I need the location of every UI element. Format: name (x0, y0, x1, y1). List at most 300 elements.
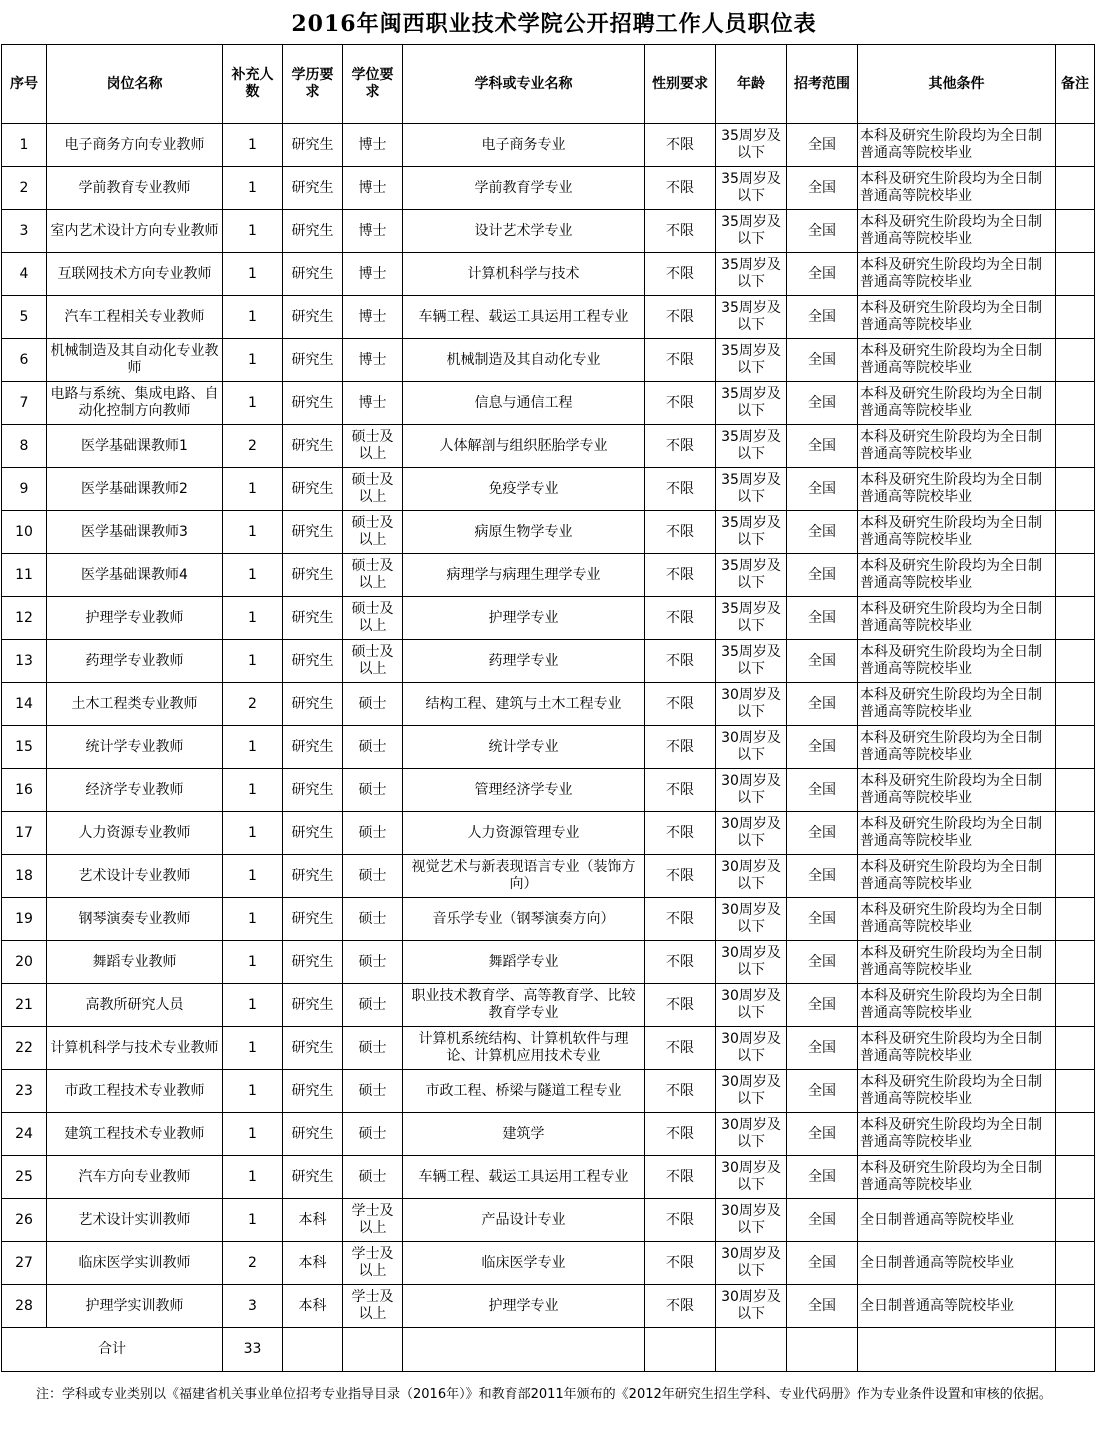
cell-major: 设计艺术学专业 (403, 210, 645, 253)
cell-major: 统计学专业 (403, 726, 645, 769)
cell-scope: 全国 (787, 597, 858, 640)
cell-count: 2 (223, 1242, 283, 1285)
cell-age: 30周岁及以下 (716, 1285, 787, 1328)
cell-position: 医学基础课教师1 (47, 425, 223, 468)
cell-age: 30周岁及以下 (716, 855, 787, 898)
cell-remark (1056, 640, 1095, 683)
cell-degree: 硕士 (343, 898, 403, 941)
cell-count: 1 (223, 124, 283, 167)
cell-position: 艺术设计实训教师 (47, 1199, 223, 1242)
cell-remark (1056, 382, 1095, 425)
cell-age: 35周岁及以下 (716, 382, 787, 425)
cell-gender: 不限 (645, 898, 716, 941)
header-cell: 学科或专业名称 (403, 45, 645, 124)
cell-education: 研究生 (283, 1027, 343, 1070)
cell-major: 产品设计专业 (403, 1199, 645, 1242)
cell-scope: 全国 (787, 1156, 858, 1199)
cell-position: 医学基础课教师4 (47, 554, 223, 597)
cell-other: 本科及研究生阶段均为全日制普通高等院校毕业 (858, 210, 1056, 253)
cell-degree: 学士及以上 (343, 1242, 403, 1285)
cell-position: 高教所研究人员 (47, 984, 223, 1027)
cell-scope: 全国 (787, 1242, 858, 1285)
cell-other: 本科及研究生阶段均为全日制普通高等院校毕业 (858, 726, 1056, 769)
cell-age: 35周岁及以下 (716, 210, 787, 253)
cell-major: 车辆工程、载运工具运用工程专业 (403, 296, 645, 339)
cell-other: 本科及研究生阶段均为全日制普通高等院校毕业 (858, 425, 1056, 468)
cell-index: 27 (2, 1242, 47, 1285)
cell-position: 土木工程类专业教师 (47, 683, 223, 726)
cell-gender: 不限 (645, 1070, 716, 1113)
cell-other: 全日制普通高等院校毕业 (858, 1199, 1056, 1242)
cell-major: 视觉艺术与新表现语言专业（装饰方向） (403, 855, 645, 898)
cell-count: 2 (223, 425, 283, 468)
cell-major: 学前教育学专业 (403, 167, 645, 210)
cell-index: 5 (2, 296, 47, 339)
cell-education: 本科 (283, 1199, 343, 1242)
table-cell (645, 1328, 716, 1372)
cell-remark (1056, 124, 1095, 167)
cell-major: 临床医学专业 (403, 1242, 645, 1285)
table-row (2, 1027, 1095, 1070)
table-row (2, 726, 1095, 769)
cell-count: 1 (223, 382, 283, 425)
cell-other: 本科及研究生阶段均为全日制普通高等院校毕业 (858, 468, 1056, 511)
cell-index: 3 (2, 210, 47, 253)
cell-gender: 不限 (645, 984, 716, 1027)
cell-major: 建筑学 (403, 1113, 645, 1156)
cell-remark (1056, 941, 1095, 984)
cell-scope: 全国 (787, 468, 858, 511)
cell-count: 2 (223, 683, 283, 726)
cell-scope: 全国 (787, 554, 858, 597)
table-row (2, 812, 1095, 855)
cell-gender: 不限 (645, 1199, 716, 1242)
cell-other: 本科及研究生阶段均为全日制普通高等院校毕业 (858, 1027, 1056, 1070)
total-count: 33 (223, 1328, 283, 1372)
cell-education: 研究生 (283, 597, 343, 640)
cell-other: 本科及研究生阶段均为全日制普通高等院校毕业 (858, 339, 1056, 382)
cell-count: 1 (223, 511, 283, 554)
cell-gender: 不限 (645, 1242, 716, 1285)
cell-age: 35周岁及以下 (716, 597, 787, 640)
cell-position: 护理学专业教师 (47, 597, 223, 640)
cell-gender: 不限 (645, 382, 716, 425)
cell-scope: 全国 (787, 898, 858, 941)
cell-remark (1056, 554, 1095, 597)
cell-age: 30周岁及以下 (716, 683, 787, 726)
cell-position: 学前教育专业教师 (47, 167, 223, 210)
cell-age: 35周岁及以下 (716, 124, 787, 167)
cell-count: 1 (223, 855, 283, 898)
cell-position: 舞蹈专业教师 (47, 941, 223, 984)
cell-other: 本科及研究生阶段均为全日制普通高等院校毕业 (858, 683, 1056, 726)
cell-education: 研究生 (283, 640, 343, 683)
cell-remark (1056, 253, 1095, 296)
header-row (2, 45, 1095, 124)
cell-age: 30周岁及以下 (716, 1070, 787, 1113)
table-row (2, 468, 1095, 511)
cell-major: 管理经济学专业 (403, 769, 645, 812)
cell-index: 8 (2, 425, 47, 468)
cell-scope: 全国 (787, 1113, 858, 1156)
cell-position: 互联网技术方向专业教师 (47, 253, 223, 296)
cell-count: 1 (223, 167, 283, 210)
cell-gender: 不限 (645, 1027, 716, 1070)
header-cell: 序号 (2, 45, 47, 124)
cell-age: 30周岁及以下 (716, 1199, 787, 1242)
cell-degree: 学士及以上 (343, 1199, 403, 1242)
cell-other: 本科及研究生阶段均为全日制普通高等院校毕业 (858, 597, 1056, 640)
cell-index: 4 (2, 253, 47, 296)
cell-count: 1 (223, 253, 283, 296)
table-cell (858, 1328, 1056, 1372)
cell-position: 电子商务方向专业教师 (47, 124, 223, 167)
cell-scope: 全国 (787, 1027, 858, 1070)
cell-education: 研究生 (283, 769, 343, 812)
cell-degree: 硕士 (343, 683, 403, 726)
cell-major: 免疫学专业 (403, 468, 645, 511)
cell-other: 本科及研究生阶段均为全日制普通高等院校毕业 (858, 1070, 1056, 1113)
cell-scope: 全国 (787, 855, 858, 898)
cell-education: 研究生 (283, 124, 343, 167)
table-cell (787, 1328, 858, 1372)
cell-degree: 硕士 (343, 1070, 403, 1113)
cell-education: 研究生 (283, 898, 343, 941)
cell-education: 研究生 (283, 855, 343, 898)
cell-education: 研究生 (283, 167, 343, 210)
cell-scope: 全国 (787, 683, 858, 726)
cell-other: 本科及研究生阶段均为全日制普通高等院校毕业 (858, 941, 1056, 984)
header-cell: 性别要求 (645, 45, 716, 124)
cell-education: 研究生 (283, 253, 343, 296)
page-title: 2016年闽西职业技术学院公开招聘工作人员职位表 (291, 11, 817, 37)
table-row (2, 296, 1095, 339)
cell-education: 研究生 (283, 554, 343, 597)
cell-index: 10 (2, 511, 47, 554)
cell-major: 机械制造及其自动化专业 (403, 339, 645, 382)
table-row (2, 941, 1095, 984)
cell-scope: 全国 (787, 210, 858, 253)
cell-degree: 博士 (343, 124, 403, 167)
cell-position: 药理学专业教师 (47, 640, 223, 683)
cell-degree: 硕士及以上 (343, 554, 403, 597)
table-row (2, 210, 1095, 253)
cell-scope: 全国 (787, 1070, 858, 1113)
cell-age: 30周岁及以下 (716, 769, 787, 812)
cell-education: 研究生 (283, 511, 343, 554)
cell-major: 人体解剖与组织胚胎学专业 (403, 425, 645, 468)
table-row (2, 1156, 1095, 1199)
cell-other: 本科及研究生阶段均为全日制普通高等院校毕业 (858, 296, 1056, 339)
cell-other: 本科及研究生阶段均为全日制普通高等院校毕业 (858, 812, 1056, 855)
cell-degree: 博士 (343, 253, 403, 296)
cell-other: 全日制普通高等院校毕业 (858, 1242, 1056, 1285)
table-row (2, 1242, 1095, 1285)
cell-major: 市政工程、桥梁与隧道工程专业 (403, 1070, 645, 1113)
cell-other: 本科及研究生阶段均为全日制普通高等院校毕业 (858, 253, 1056, 296)
cell-index: 6 (2, 339, 47, 382)
cell-education: 研究生 (283, 339, 343, 382)
cell-remark (1056, 1027, 1095, 1070)
header-cell: 备注 (1056, 45, 1095, 124)
cell-age: 35周岁及以下 (716, 167, 787, 210)
cell-count: 1 (223, 597, 283, 640)
cell-major: 电子商务专业 (403, 124, 645, 167)
cell-remark (1056, 855, 1095, 898)
cell-scope: 全国 (787, 941, 858, 984)
cell-gender: 不限 (645, 597, 716, 640)
cell-scope: 全国 (787, 812, 858, 855)
cell-age: 30周岁及以下 (716, 812, 787, 855)
cell-degree: 博士 (343, 167, 403, 210)
cell-index: 16 (2, 769, 47, 812)
cell-education: 研究生 (283, 1156, 343, 1199)
cell-scope: 全国 (787, 296, 858, 339)
cell-position: 电路与系统、集成电路、自动化控制方向教师 (47, 382, 223, 425)
cell-education: 研究生 (283, 941, 343, 984)
cell-remark (1056, 683, 1095, 726)
cell-gender: 不限 (645, 296, 716, 339)
cell-scope: 全国 (787, 640, 858, 683)
cell-degree: 硕士 (343, 855, 403, 898)
cell-count: 1 (223, 640, 283, 683)
cell-position: 钢琴演奏专业教师 (47, 898, 223, 941)
cell-remark (1056, 898, 1095, 941)
header-cell: 岗位名称 (47, 45, 223, 124)
cell-degree: 学士及以上 (343, 1285, 403, 1328)
cell-education: 研究生 (283, 683, 343, 726)
cell-education: 研究生 (283, 812, 343, 855)
cell-age: 30周岁及以下 (716, 1113, 787, 1156)
cell-age: 35周岁及以下 (716, 640, 787, 683)
cell-age: 35周岁及以下 (716, 511, 787, 554)
cell-count: 1 (223, 769, 283, 812)
cell-degree: 硕士 (343, 1027, 403, 1070)
cell-index: 15 (2, 726, 47, 769)
cell-index: 1 (2, 124, 47, 167)
table-row (2, 1113, 1095, 1156)
cell-remark (1056, 167, 1095, 210)
cell-gender: 不限 (645, 726, 716, 769)
cell-remark (1056, 726, 1095, 769)
cell-index: 23 (2, 1070, 47, 1113)
cell-scope: 全国 (787, 1199, 858, 1242)
cell-degree: 硕士 (343, 1113, 403, 1156)
cell-position: 护理学实训教师 (47, 1285, 223, 1328)
cell-age: 30周岁及以下 (716, 726, 787, 769)
cell-gender: 不限 (645, 554, 716, 597)
header-cell: 招考范围 (787, 45, 858, 124)
cell-position: 统计学专业教师 (47, 726, 223, 769)
cell-degree: 博士 (343, 210, 403, 253)
cell-scope: 全国 (787, 511, 858, 554)
cell-age: 30周岁及以下 (716, 898, 787, 941)
cell-other: 本科及研究生阶段均为全日制普通高等院校毕业 (858, 640, 1056, 683)
cell-other: 本科及研究生阶段均为全日制普通高等院校毕业 (858, 898, 1056, 941)
cell-gender: 不限 (645, 1285, 716, 1328)
cell-other: 本科及研究生阶段均为全日制普通高等院校毕业 (858, 984, 1056, 1027)
cell-other: 本科及研究生阶段均为全日制普通高等院校毕业 (858, 167, 1056, 210)
table-row (2, 124, 1095, 167)
table-row (2, 683, 1095, 726)
cell-remark (1056, 1113, 1095, 1156)
cell-major: 结构工程、建筑与土木工程专业 (403, 683, 645, 726)
table-row (2, 1070, 1095, 1113)
cell-index: 21 (2, 984, 47, 1027)
cell-major: 人力资源管理专业 (403, 812, 645, 855)
cell-count: 1 (223, 898, 283, 941)
cell-other: 本科及研究生阶段均为全日制普通高等院校毕业 (858, 855, 1056, 898)
cell-remark (1056, 769, 1095, 812)
cell-remark (1056, 339, 1095, 382)
cell-scope: 全国 (787, 726, 858, 769)
cell-degree: 硕士 (343, 812, 403, 855)
cell-remark (1056, 296, 1095, 339)
cell-other: 本科及研究生阶段均为全日制普通高等院校毕业 (858, 382, 1056, 425)
cell-education: 研究生 (283, 296, 343, 339)
cell-gender: 不限 (645, 339, 716, 382)
cell-gender: 不限 (645, 468, 716, 511)
cell-age: 35周岁及以下 (716, 296, 787, 339)
cell-scope: 全国 (787, 382, 858, 425)
cell-gender: 不限 (645, 1156, 716, 1199)
cell-scope: 全国 (787, 1285, 858, 1328)
cell-degree: 博士 (343, 296, 403, 339)
cell-age: 30周岁及以下 (716, 1027, 787, 1070)
footnote: 注：学科或专业类别以《福建省机关事业单位招考专业指导目录（2016年）》和教育部2011年颁布的《2012年研究生招生学科、专业代码册》作为专业条件设置和审核的依据。 (36, 1387, 1052, 1402)
cell-education: 研究生 (283, 468, 343, 511)
table-row (2, 984, 1095, 1027)
cell-remark (1056, 468, 1095, 511)
cell-position: 汽车工程相关专业教师 (47, 296, 223, 339)
cell-count: 1 (223, 1027, 283, 1070)
cell-major: 计算机系统结构、计算机软件与理论、计算机应用技术专业 (403, 1027, 645, 1070)
cell-position: 经济学专业教师 (47, 769, 223, 812)
total-row (2, 1328, 1095, 1372)
cell-remark (1056, 425, 1095, 468)
table-row (2, 769, 1095, 812)
cell-major: 药理学专业 (403, 640, 645, 683)
cell-other: 本科及研究生阶段均为全日制普通高等院校毕业 (858, 1156, 1056, 1199)
cell-major: 病原生物学专业 (403, 511, 645, 554)
cell-count: 1 (223, 941, 283, 984)
cell-scope: 全国 (787, 253, 858, 296)
cell-remark (1056, 1070, 1095, 1113)
cell-remark (1056, 1285, 1095, 1328)
cell-degree: 硕士 (343, 726, 403, 769)
cell-gender: 不限 (645, 511, 716, 554)
positions-table (1, 44, 1095, 1372)
cell-position: 室内艺术设计方向专业教师 (47, 210, 223, 253)
cell-age: 35周岁及以下 (716, 253, 787, 296)
cell-degree: 硕士 (343, 769, 403, 812)
cell-remark (1056, 1156, 1095, 1199)
cell-gender: 不限 (645, 124, 716, 167)
cell-education: 研究生 (283, 1113, 343, 1156)
cell-gender: 不限 (645, 640, 716, 683)
cell-count: 3 (223, 1285, 283, 1328)
cell-count: 1 (223, 1156, 283, 1199)
cell-other: 本科及研究生阶段均为全日制普通高等院校毕业 (858, 511, 1056, 554)
cell-major: 病理学与病理生理学专业 (403, 554, 645, 597)
cell-degree: 博士 (343, 382, 403, 425)
cell-scope: 全国 (787, 339, 858, 382)
header-cell: 学位要求 (343, 45, 403, 124)
cell-education: 本科 (283, 1285, 343, 1328)
cell-major: 舞蹈学专业 (403, 941, 645, 984)
cell-position: 医学基础课教师3 (47, 511, 223, 554)
cell-age: 30周岁及以下 (716, 1156, 787, 1199)
cell-gender: 不限 (645, 812, 716, 855)
table-row (2, 554, 1095, 597)
cell-scope: 全国 (787, 124, 858, 167)
cell-count: 1 (223, 210, 283, 253)
cell-position: 艺术设计专业教师 (47, 855, 223, 898)
cell-count: 1 (223, 296, 283, 339)
cell-position: 计算机科学与技术专业教师 (47, 1027, 223, 1070)
cell-gender: 不限 (645, 941, 716, 984)
cell-index: 22 (2, 1027, 47, 1070)
cell-position: 医学基础课教师2 (47, 468, 223, 511)
cell-degree: 硕士 (343, 941, 403, 984)
cell-remark (1056, 210, 1095, 253)
cell-gender: 不限 (645, 253, 716, 296)
cell-position: 机械制造及其自动化专业教师 (47, 339, 223, 382)
cell-major: 音乐学专业（钢琴演奏方向） (403, 898, 645, 941)
table-row (2, 855, 1095, 898)
cell-remark (1056, 984, 1095, 1027)
cell-education: 研究生 (283, 425, 343, 468)
cell-gender: 不限 (645, 683, 716, 726)
cell-age: 30周岁及以下 (716, 1242, 787, 1285)
table-row (2, 253, 1095, 296)
cell-degree: 硕士 (343, 1156, 403, 1199)
table-row (2, 425, 1095, 468)
cell-index: 17 (2, 812, 47, 855)
cell-scope: 全国 (787, 167, 858, 210)
cell-degree: 硕士及以上 (343, 468, 403, 511)
cell-count: 1 (223, 726, 283, 769)
cell-gender: 不限 (645, 769, 716, 812)
cell-degree: 硕士 (343, 984, 403, 1027)
cell-scope: 全国 (787, 769, 858, 812)
header-cell: 补充人数 (223, 45, 283, 124)
table-cell (1056, 1328, 1095, 1372)
cell-degree: 硕士及以上 (343, 511, 403, 554)
cell-index: 13 (2, 640, 47, 683)
cell-remark (1056, 511, 1095, 554)
cell-major: 职业技术教育学、高等教育学、比较教育学专业 (403, 984, 645, 1027)
cell-major: 护理学专业 (403, 1285, 645, 1328)
table-row (2, 511, 1095, 554)
cell-count: 1 (223, 812, 283, 855)
cell-gender: 不限 (645, 425, 716, 468)
cell-major: 计算机科学与技术 (403, 253, 645, 296)
cell-other: 本科及研究生阶段均为全日制普通高等院校毕业 (858, 554, 1056, 597)
cell-scope: 全国 (787, 425, 858, 468)
cell-scope: 全国 (787, 984, 858, 1027)
table-row (2, 167, 1095, 210)
header-cell: 学历要求 (283, 45, 343, 124)
header-cell: 其他条件 (858, 45, 1056, 124)
cell-gender: 不限 (645, 1113, 716, 1156)
cell-count: 1 (223, 1199, 283, 1242)
cell-major: 护理学专业 (403, 597, 645, 640)
cell-other: 全日制普通高等院校毕业 (858, 1285, 1056, 1328)
cell-index: 18 (2, 855, 47, 898)
cell-degree: 硕士及以上 (343, 640, 403, 683)
cell-index: 28 (2, 1285, 47, 1328)
